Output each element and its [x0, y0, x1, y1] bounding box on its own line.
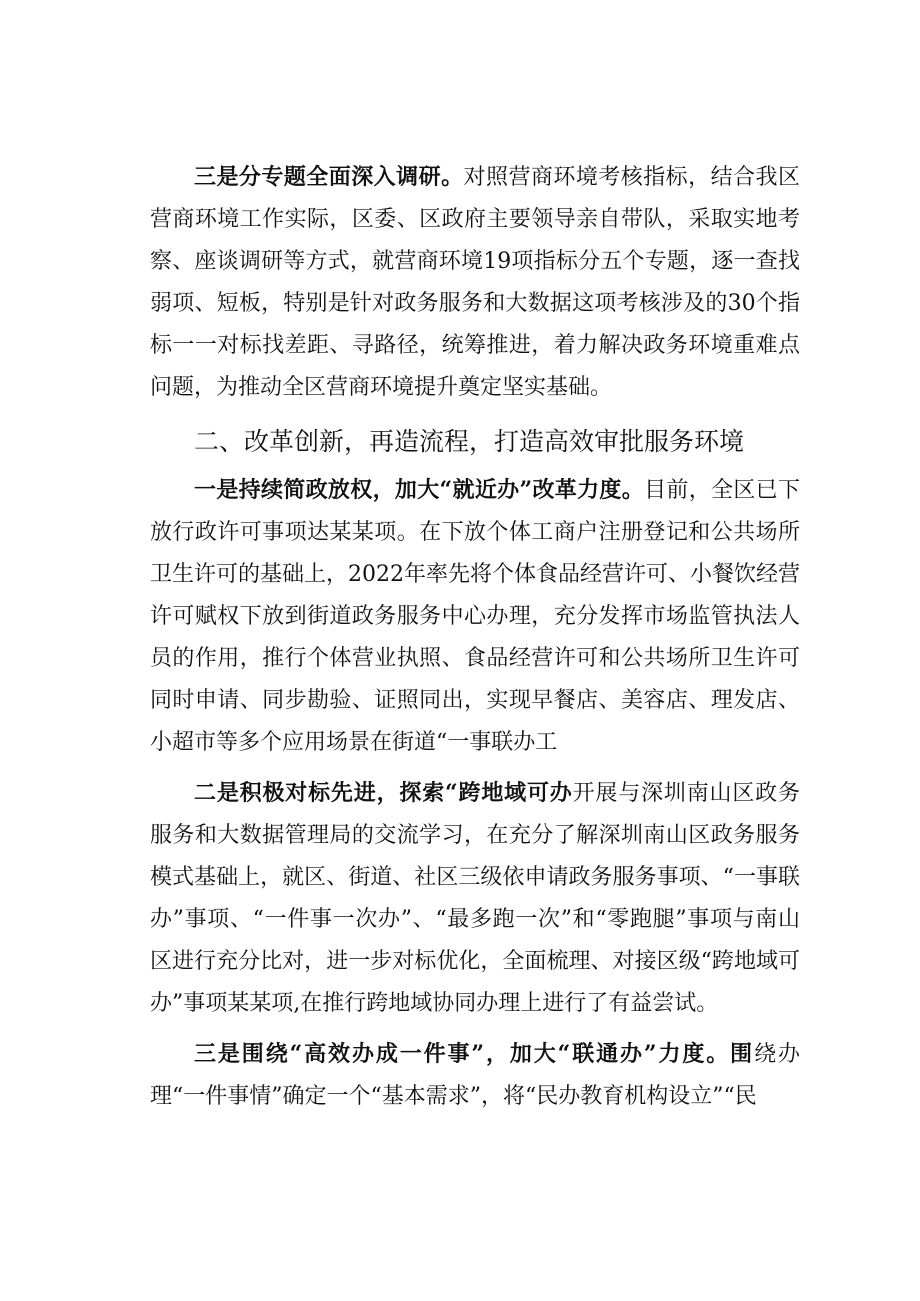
paragraph-benchmarking — [150, 772, 800, 1025]
paragraph-body: 目前，全区已下放行政许可事项达某某项。在下放个体工商户注册登记和公共场所卫生许可的基础上，2022年率先将个体食品经营许可、小餐饮经营许可赋权下放到街道政务服务中心办理，充分发挥市场监管执法人员的作用，推行个体营业执照、食品经营许可和公共场所卫生许可同时申请、同步勘验、证照同出，实现早餐店、美容店、理发店、小超市等多个应用场景在街道“一事联办工 — [150, 478, 800, 755]
paragraph-body: 对照营商环境考核指标，结合我区营商环境工作实际，区委、区政府主要领导亲自带队，采取实地考察、座谈调研等方式，就营商环境19项指标分五个专题，逐一查找弱项、短板，特别是针对政务服务和大数据这项考核涉及的30个指标一一对标找差距、寻路径，统筹推进，着力解决政务环境重难点问题，为推动全区营商环境提升奠定坚实基础。 — [150, 165, 800, 400]
paragraph-decentralization — [150, 469, 800, 764]
paragraph-research — [150, 156, 800, 409]
section-heading: 二、改革创新，再造流程，打造高效审批服务环境 — [194, 427, 745, 456]
paragraph-lead: 三是分专题全面深入调研。 — [194, 164, 464, 190]
document-page — [150, 156, 800, 1118]
paragraph-body: 开展与深圳南山区政务服务和大数据管理局的交流学习，在充分了解深圳南山区政务服务模式基础上，就区、街道、社区三级依申请政务服务事项、“一事联办”事项、“一件事一次办”、“最多跑一次”和“零跑腿”事项与南山区进行充分比对，进一步对标优化，全面梳理、对接区级“跨地域可办”事项某某项,在推行跨地域协同办理上进行了有益尝试。 — [150, 781, 800, 1016]
paragraph-lead: 一是持续简政放权，加大“就近办”改革力度。 — [194, 477, 645, 503]
paragraph-lead: 三是围绕“高效办成一件事”，加大“联通办”力度。围 — [194, 1041, 755, 1067]
paragraph-lead: 二是积极对标先进，探索“跨地域可办 — [194, 780, 573, 806]
paragraph-body: 绕办理“一件事情”确定一个“基本需求”，将“民办教育机构设立”“民 — [150, 1042, 800, 1109]
paragraph-one-thing — [150, 1033, 800, 1118]
